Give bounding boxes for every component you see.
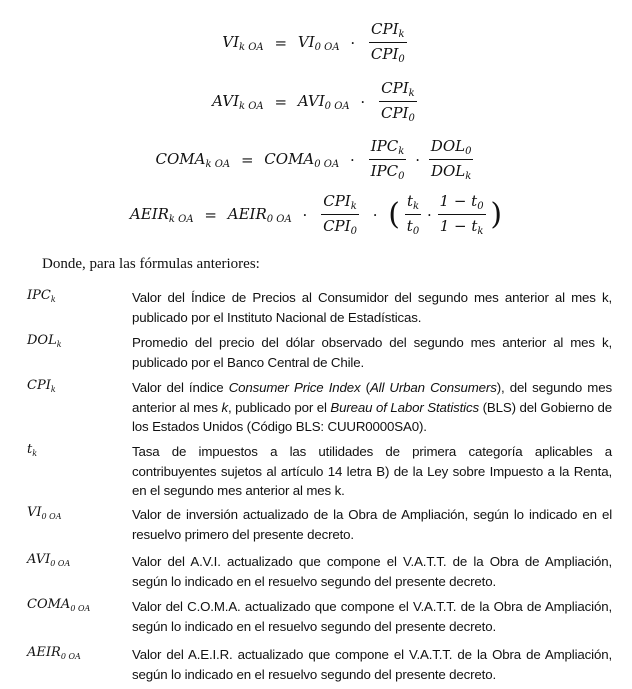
fraction: $\frac{1 - t_0}{1 - t_k}$ (439, 192, 484, 237)
equals: = (274, 33, 288, 52)
fraction: $\frac{IPC_k}{IPC_0}$ (370, 137, 405, 182)
description: Valor del A.E.I.R. actualizado que compone el V.A.T.T. de la Obra de Ampliación, según lo indicado en el resuelvo segundo del presente decreto. (132, 647, 612, 682)
fraction: $\frac{CPI_k}{CPI_0}$ (323, 192, 357, 237)
equals: = (274, 92, 288, 111)
description: Promedio del precio del dólar observado del segundo mes anterior al mes k, publicado por el Banco Central de Chile. (132, 335, 612, 370)
term: $VI_{0 OA}$ (27, 505, 62, 521)
term: $t_k$ (27, 442, 38, 458)
term: $IPC_k$ (27, 288, 56, 304)
formula-avi (0, 79, 632, 124)
equals: = (240, 150, 254, 169)
fraction: $\frac{t_k}{t_0}$ (406, 192, 420, 237)
description: Valor del A.V.I. actualizado que compone el V.A.T.T. de la Obra de Ampliación, según lo indicado en el resuelvo segundo del presente decreto. (132, 554, 612, 589)
dot: · (426, 205, 432, 224)
term: $AVI_{0 OA}$ (27, 552, 71, 568)
lhs: $AEIR_{k OA}$ (129, 204, 194, 225)
formula-vi (0, 20, 632, 65)
equals: = (204, 205, 217, 224)
lhs: $VI_{k OA}$ (222, 32, 264, 53)
dot: · (360, 92, 366, 111)
description: Valor del índice Consumer Price Index (All Urban Consumers), del segundo mes anterior al mes k, publicado por el Bureau of Labor Statistics (BLS) del Gobierno de los Estados Unidos (Código BLS: CUUR0000SA0). (132, 380, 612, 434)
rhs: $AVI_{0 OA}$ (297, 91, 350, 112)
rhs: $VI_{0 OA}$ (297, 32, 340, 53)
right-paren: ) (490, 197, 503, 232)
dot: · (350, 33, 356, 52)
lhs: $AVI_{k OA}$ (212, 91, 264, 112)
dot: · (350, 150, 355, 169)
fraction: $\frac{CPI_k}{CPI_0}$ (380, 79, 415, 124)
term: $CPI_k$ (27, 378, 56, 394)
description: Valor del C.O.M.A. actualizado que compone el V.A.T.T. de la Obra de Ampliación, según lo indicado en el resuelvo segundo del presente decreto. (132, 599, 612, 634)
description: Valor de inversión actualizado de la Obra de Ampliación, según lo indicado en el resuelvo primero del presente decreto. (132, 507, 612, 542)
description: Tasa de impuestos a las utilidades de primera categoría aplicables a contribuyentes sujetos al artículo 14 letra B) de la Ley sobre Impuesto a la Renta, en el segundo mes anterior al mes k. (132, 444, 612, 498)
formula-coma (0, 137, 632, 182)
left-paren: ( (388, 197, 400, 232)
rhs: $COMA_{0 OA}$ (264, 149, 340, 170)
dot: · (415, 150, 421, 169)
fraction: $\frac{DOL_0}{DOL_k}$ (430, 137, 472, 182)
intro-text: Donde, para las fórmulas anteriores: (42, 256, 260, 272)
term: $DOL_k$ (27, 333, 62, 349)
term: $COMA_{0 OA}$ (27, 597, 91, 613)
rhs: $AEIR_{0 OA}$ (227, 204, 292, 225)
lhs: $COMA_{k OA}$ (155, 149, 231, 170)
dot: · (302, 205, 308, 224)
formula-aeir (0, 192, 632, 237)
term: $AEIR_{0 OA}$ (27, 645, 81, 661)
description: Valor del Índice de Precios al Consumidor del segundo mes anterior al mes k, publicado por el Instituto Nacional de Estadísticas. (132, 290, 612, 325)
dot: · (372, 205, 378, 224)
fraction: $\frac{CPI_k}{CPI_0}$ (370, 20, 405, 65)
